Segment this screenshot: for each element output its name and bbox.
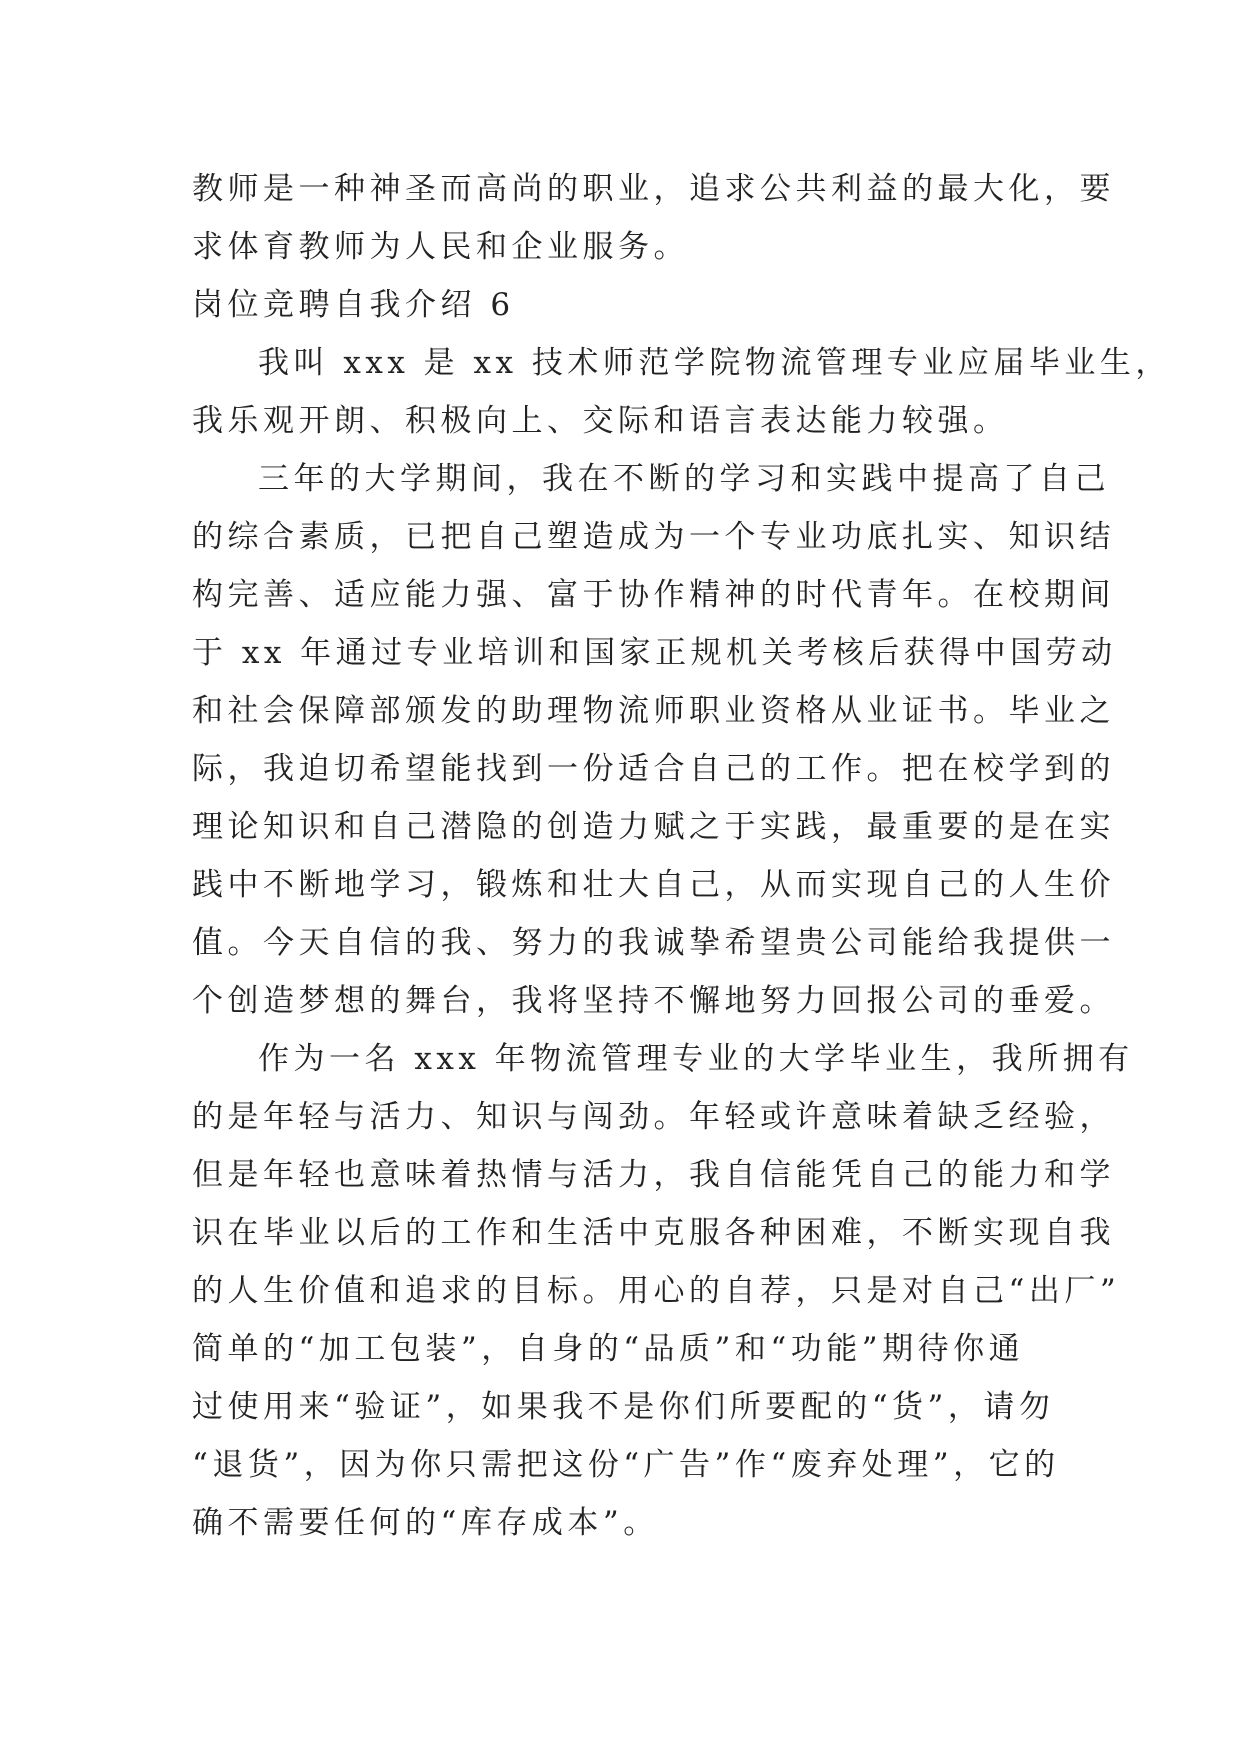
- body-line: 值。今天自信的我、努力的我诚挚希望贵公司能给我提供一: [192, 925, 1115, 961]
- body-line: 和社会保障部颁发的助理物流师职业资格从业证书。毕业之: [192, 693, 1115, 729]
- body-line: 际，我迫切希望能找到一份适合自己的工作。把在校学到的: [192, 751, 1115, 787]
- body-line: 于 xx 年通过专业培训和国家正规机关考核后获得中国劳动: [192, 635, 1117, 671]
- body-line: 简单的“加工包装”，自身的“品质”和“功能”期待你通: [192, 1331, 1025, 1367]
- body-line: 求体育教师为人民和企业服务。: [192, 229, 689, 265]
- paragraph-start-line: 作为一名 xxx 年物流管理专业的大学毕业生，我所拥有: [258, 1041, 1134, 1077]
- body-line: 的是年轻与活力、知识与闯劲。年轻或许意味着缺乏经验，: [192, 1099, 1115, 1135]
- body-line: 确不需要任何的“库存成本”。: [192, 1505, 659, 1541]
- section-heading: 岗位竞聘自我介绍 6: [192, 287, 515, 323]
- body-line: 过使用来“验证”，如果我不是你们所要配的“货”，请勿: [192, 1389, 1055, 1425]
- body-line: 践中不断地学习，锻炼和壮大自己，从而实现自己的人生价: [192, 867, 1115, 903]
- body-line: 的综合素质，已把自己塑造成为一个专业功底扎实、知识结: [192, 519, 1115, 555]
- body-line: “退货”，因为你只需把这份“广告”作“废弃处理”，它的: [192, 1447, 1060, 1483]
- paragraph-start-line: 我叫 xxx 是 xx 技术师范学院物流管理专业应届毕业生，: [258, 345, 1171, 381]
- body-line: 教师是一种神圣而高尚的职业，追求公共利益的最大化，要: [192, 171, 1115, 207]
- body-line: 我乐观开朗、积极向上、交际和语言表达能力较强。: [192, 403, 1009, 439]
- body-line: 理论知识和自己潜隐的创造力赋之于实践，最重要的是在实: [192, 809, 1115, 845]
- body-line: 个创造梦想的舞台，我将坚持不懈地努力回报公司的垂爱。: [192, 983, 1115, 1019]
- body-line: 的人生价值和追求的目标。用心的自荐，只是对自己“出厂”: [192, 1273, 1121, 1309]
- body-line: 构完善、适应能力强、富于协作精神的时代青年。在校期间: [192, 577, 1115, 613]
- document-body: [192, 160, 1171, 1552]
- paragraph-start-line: 三年的大学期间，我在不断的学习和实践中提高了自己: [258, 461, 1110, 497]
- body-line: 但是年轻也意味着热情与活力，我自信能凭自己的能力和学: [192, 1157, 1115, 1193]
- body-line: 识在毕业以后的工作和生活中克服各种困难，不断实现自我: [192, 1215, 1115, 1251]
